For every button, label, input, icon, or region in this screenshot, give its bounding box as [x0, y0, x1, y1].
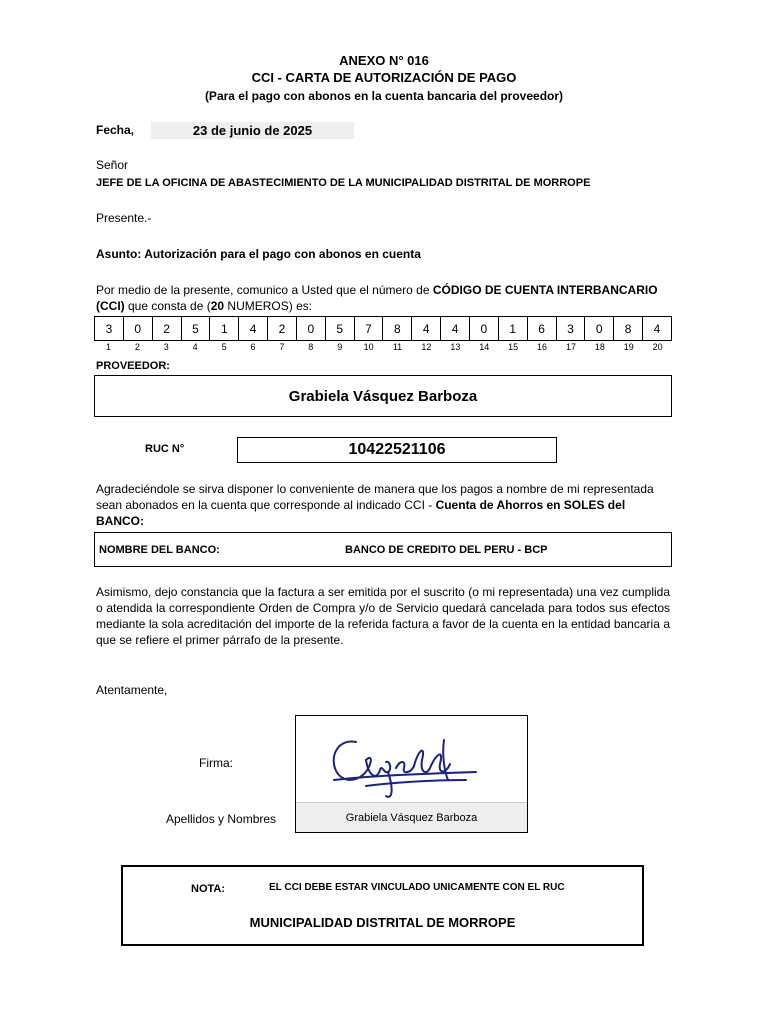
cci-digit: 2: [268, 317, 297, 340]
statement-paragraph: Asimismo, dejo constancia que la factura a ser emitida por el suscrito (o mi representada) una vez cumplida o atendida la correspondiente Orden de Compra y/o de Servicio quedará cancelada para todos sus efectos mediante la sola acreditación del importe de la referida factura a favor de la cuenta en la entidad bancaria a que se refiere el primer párrafo de la presente.: [96, 585, 670, 647]
signature-label: Firma:: [199, 756, 233, 770]
cci-index: 13: [450, 342, 461, 352]
cci-digit: 8: [383, 317, 412, 340]
intro-bold-1: CÓDIGO DE CUENTA INTERBANCARIO (CCI): [96, 283, 658, 313]
cci-digit: 1: [499, 317, 528, 340]
document-title: CCI - CARTA DE AUTORIZACIÓN DE PAGO: [251, 70, 517, 85]
salutation: Señor: [96, 158, 129, 172]
cci-digit: 3: [557, 317, 586, 340]
presente: Presente.-: [96, 211, 152, 225]
cci-digit: 0: [297, 317, 326, 340]
note-label: NOTA:: [191, 883, 226, 895]
annex-number: ANEXO N° 016: [339, 53, 429, 68]
document-subtitle: (Para el pago con abonos en la cuenta bancaria del proveedor): [204, 89, 564, 103]
provider-name: Grabiela Vásquez Barboza: [94, 375, 672, 417]
cci-index: 5: [221, 342, 227, 352]
intro-bold-2: 20: [210, 299, 225, 313]
date-label: Fecha,: [96, 123, 135, 137]
cci-digit: 4: [239, 317, 268, 340]
cci-digit: 2: [153, 317, 182, 340]
cci-digit: 0: [470, 317, 499, 340]
request-text: Agradeciéndole se sirva disponer lo conveniente de manera que los pagos a nombre de mi representada sean abonados en la cuenta que corresponde al indicado CCI -: [96, 482, 654, 512]
subject: Asunto: Autorización para el pago con abonos en cuenta: [96, 247, 421, 261]
cci-index: 16: [537, 342, 548, 352]
cci-digit-row: [94, 316, 672, 341]
ruc-value: 10422521106: [237, 437, 557, 463]
cci-index: 18: [594, 342, 605, 352]
cci-digit: 0: [585, 317, 614, 340]
cci-index: 10: [363, 342, 374, 352]
cci-digit: 8: [614, 317, 643, 340]
cci-digit: 4: [441, 317, 470, 340]
cci-index: 2: [134, 342, 140, 352]
municipality-name: MUNICIPALIDAD DISTRITAL DE MORROPE: [249, 915, 516, 930]
cci-digit: 4: [653, 321, 661, 336]
cci-digit: 5: [326, 317, 355, 340]
cci-digit: 4: [412, 317, 441, 340]
intro-paragraph: [96, 282, 676, 314]
closing: Atentamente,: [96, 683, 168, 697]
note-box: [121, 865, 644, 946]
intro-text-3: NUMEROS) es:: [224, 299, 313, 313]
note-text: EL CCI DEBE ESTAR VINCULADO UNICAMENTE CON EL RUC: [269, 882, 565, 893]
cci-index: 19: [623, 342, 634, 352]
cci-index: 1: [105, 342, 111, 352]
names-label: Apellidos y Nombres: [166, 812, 277, 826]
signature-box: [295, 715, 528, 833]
cci-digit: 1: [210, 317, 239, 340]
intro-text-2: que consta de (: [124, 299, 211, 313]
intro-text-1: Por medio de la presente, comunico a Usted que el número de: [96, 283, 433, 297]
provider-label: PROVEEDOR:: [96, 360, 170, 372]
cci-index: 14: [479, 342, 490, 352]
cci-index-row: [94, 342, 672, 352]
cci-digit: 7: [355, 317, 384, 340]
cci-index: 17: [565, 342, 576, 352]
ruc-label: RUC N°: [145, 443, 185, 455]
cci-index: 11: [392, 342, 403, 352]
cci-index: 9: [337, 342, 343, 352]
handwritten-signature: [326, 730, 486, 800]
request-bold: Cuenta de Ahorros en SOLES del BANCO:: [96, 498, 626, 528]
cci-index: 20: [652, 342, 663, 352]
bank-label: NOMBRE DEL BANCO:: [99, 544, 220, 556]
recipient: JEFE DE LA OFICINA DE ABASTECIMIENTO DE LA MUNICIPALIDAD DISTRITAL DE MORROPE: [96, 177, 591, 189]
cci-index: 15: [508, 342, 519, 352]
cci-digit: 6: [528, 317, 557, 340]
date-value: 23 de junio de 2025: [151, 122, 354, 139]
signer-name: Grabiela Vásquez Barboza: [296, 802, 527, 832]
cci-index: 7: [279, 342, 285, 352]
request-paragraph: [96, 481, 672, 529]
cci-index: 6: [250, 342, 256, 352]
cci-digit: 5: [182, 317, 211, 340]
cci-index: 8: [308, 342, 314, 352]
cci-digit: 0: [124, 317, 153, 340]
cci-index: 12: [421, 342, 432, 352]
cci-digit: 3: [95, 317, 124, 340]
bank-box: [94, 532, 672, 567]
cci-index: 4: [192, 342, 198, 352]
cci-index: 3: [163, 342, 169, 352]
bank-name: BANCO DE CREDITO DEL PERU - BCP: [345, 544, 548, 556]
